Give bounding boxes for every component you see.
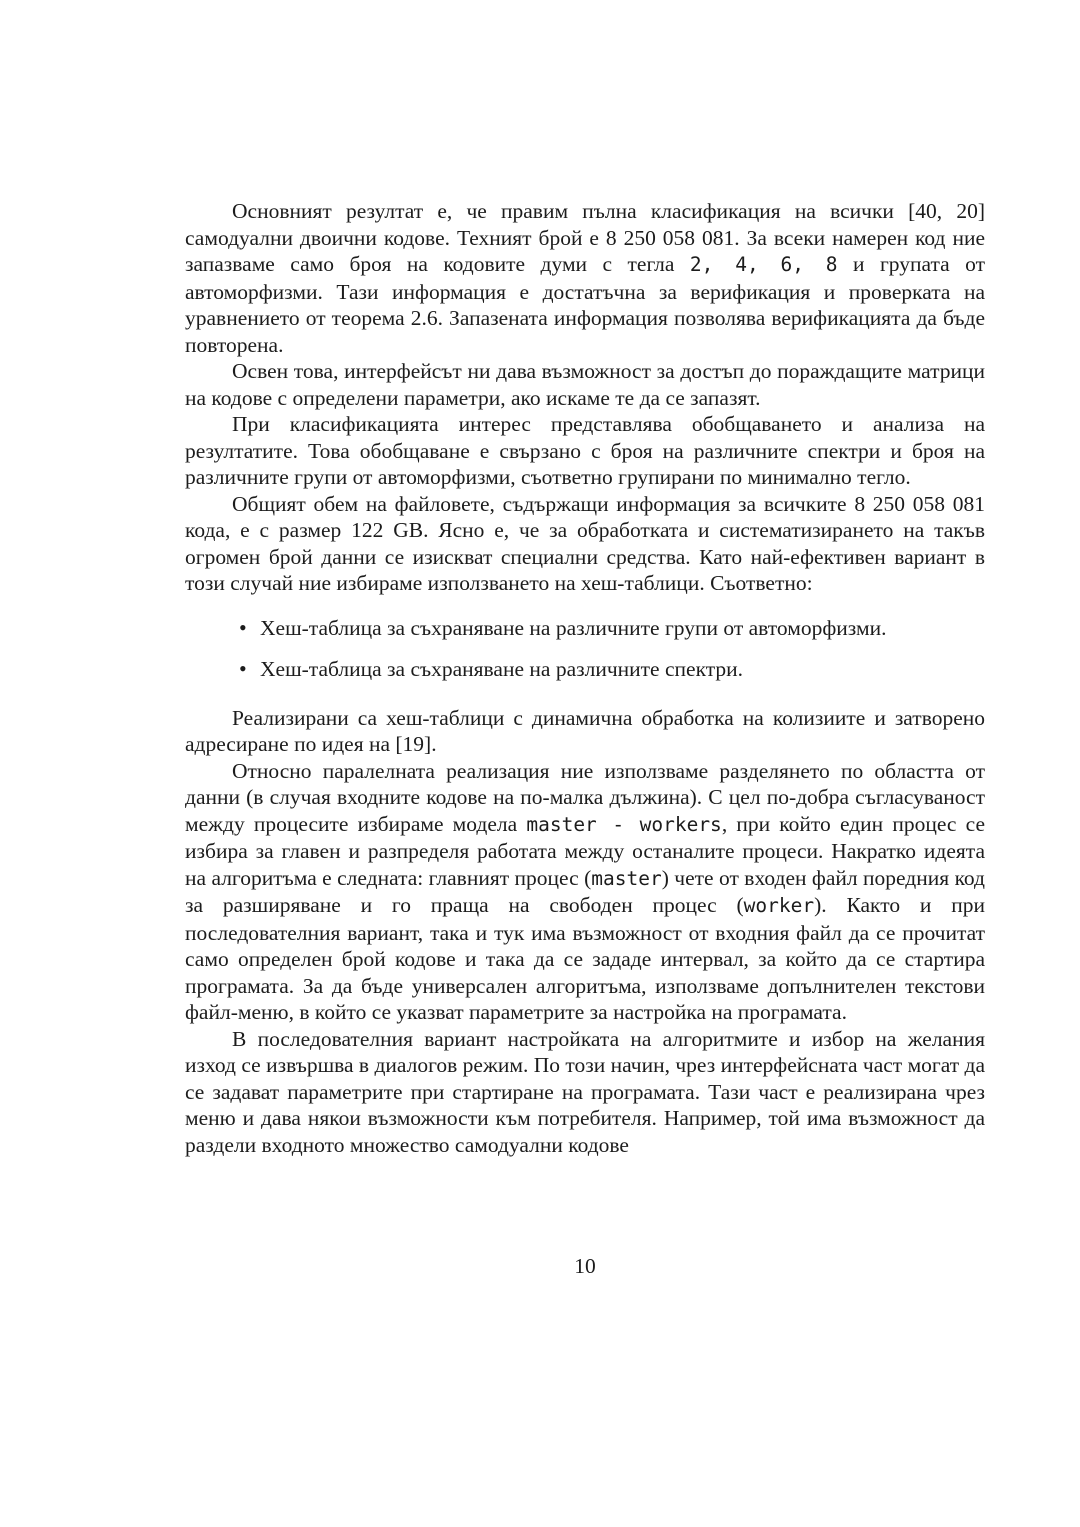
text-span: , при който един процес се избира за главен и разпределя работата между останалите процеси. Накратко идеята на алгоритъма е следната: главният процес ( [185, 811, 985, 890]
paragraph [185, 705, 985, 758]
bullet-item-text: Хеш-таблица за съхраняване на различните спектри. [260, 657, 744, 681]
paragraph [185, 491, 985, 597]
text-span: Основният резултат е, че правим пълна класификация на всички [40, 20] самодуални двоични кодове. Техният брой е 8 250 058 081. За всеки намерен код ние запазваме само броя на кодовите думи с тегла [185, 199, 985, 276]
text-span: В последователния вариант настройката на алгоритмите и избор на желания изход се извършва в диалогов режим. По този начин, чрез интерфейсната част могат да се задават параметрите при стартиране на програмата. Тази част е реализирана чрез меню и дава някои възможности към потребителя. Например, той има възможност да раздели входното множество самодуални кодове [185, 1026, 985, 1157]
bullet-item-text: Хеш-таблица за съхраняване на различните групи от автоморфизми. [260, 615, 887, 640]
bullet-icon: • [239, 614, 247, 640]
text-span: Реализирани са хеш-таблици с динамична обработка на колизиите и затворено адресиране по идея на [19]. [185, 705, 985, 756]
paragraph [185, 758, 985, 1026]
text-span: ) чете от входен файл поредния код за разширяване и го праща на свободен процес ( [185, 865, 985, 917]
text-span: и групата от автоморфизми. Тази информация е достатъчна за верификация и проверката на уравнението от теорема 2.6. Запазената информация позволява верификацията да бъде повторена. [185, 252, 985, 357]
page-number: 10 [574, 1254, 596, 1278]
text-span: Освен това, интерфейсът ни дава възможност за достъп до пораждащите матрици на кодове с определени параметри, ако искаме те да се запазят. [185, 359, 985, 410]
inline-code: 2, 4, 6, 8 [689, 253, 838, 276]
bullet-list [185, 615, 985, 683]
page-footer [185, 1253, 985, 1280]
paragraph [185, 1026, 985, 1159]
text-span: Общият обем на файловете, съдържащи информация за всичките 8 250 058 081 кода, е с размер 122 GB. Ясно е, че за обработката и систематизирането на такъв огромен брой данни се изискват специални средства. Като най-ефективен вариант в този случай ние избираме използването на хеш-таблици. Съответно: [185, 491, 985, 595]
inline-code: master [591, 866, 662, 890]
bullet-icon: • [239, 656, 247, 681]
text-block [185, 198, 985, 1158]
inline-code: worker [743, 894, 815, 917]
text-span: ). Както и при последователния вариант, така и тук има възможност от входния файл да се прочитат само определен брой кодове и така да се зададе интервал, за който да се стартира програмата. За да бъде универсален алгоритъма, използваме допълнителен текстови файл-меню, в който се указват параметрите за настройка на програмата. [185, 893, 985, 1024]
text-span: Относно паралелната реализация ние използваме разделянето по областта от данни (в случая входните кодове на по-малка дължина). С цел по-добра съгласуваност между процесите избираме модела [185, 758, 985, 836]
paragraph [185, 411, 985, 491]
text-span: При класификацията интерес представлява обобщаването и анализа на резултатите. Това обобщаване е свързано с броя на различните спектри и броя на различните групи от автоморфизми, съответно групирани по минимално тегло. [185, 412, 985, 489]
bullet-item [239, 614, 985, 642]
bullet-item [239, 656, 985, 683]
inline-code: master - workers [526, 812, 722, 836]
paragraph [185, 198, 985, 358]
paragraph [185, 358, 985, 411]
